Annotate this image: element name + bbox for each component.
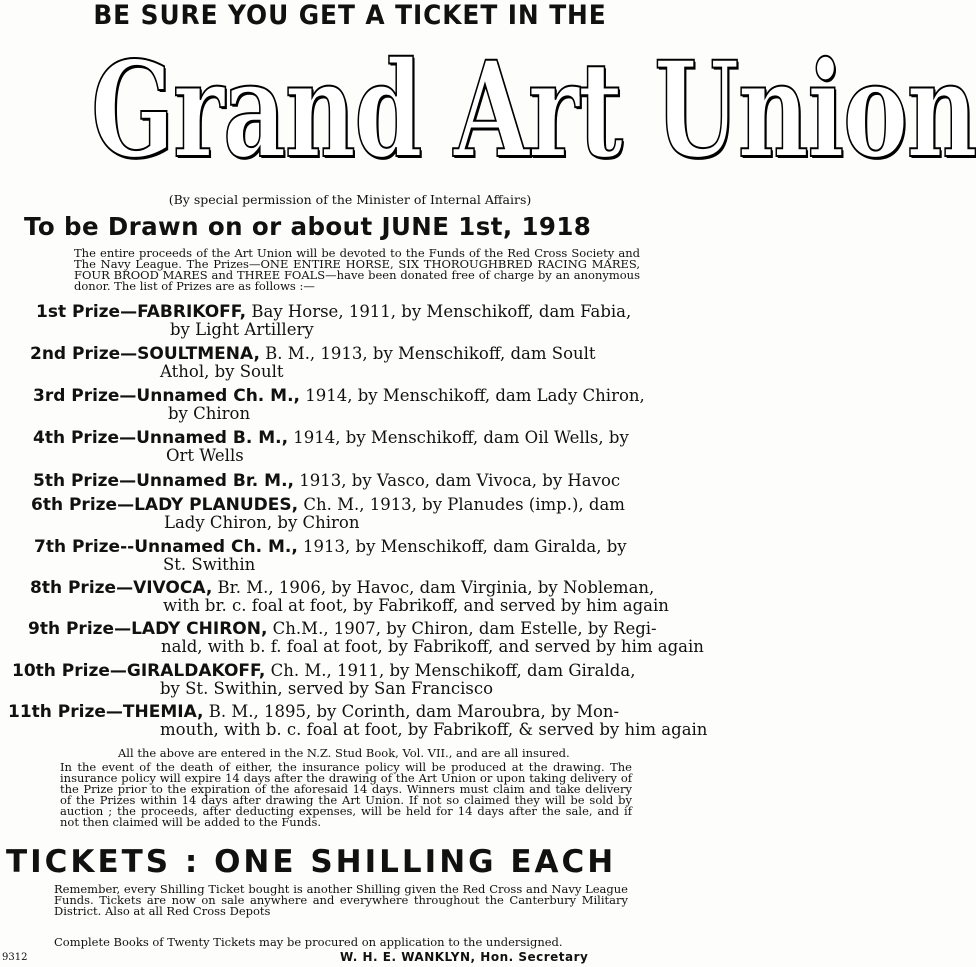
prize-first-line	[33, 429, 733, 447]
prize-first-line	[36, 303, 736, 321]
prize-entry	[36, 303, 736, 339]
prize-details: B. M., 1913, by Menschikoff, dam Soult	[259, 344, 596, 363]
prize-entry	[31, 496, 731, 532]
prize-first-line	[30, 345, 730, 363]
prize-details-continued: Ort Wells	[166, 446, 244, 465]
prize-entry	[30, 345, 730, 381]
print-number: 9312	[2, 952, 28, 963]
horse-name: Unnamed Ch. M.,	[136, 386, 301, 406]
prize-entry	[8, 703, 708, 739]
prize-rank: 5th Prize—	[33, 471, 137, 491]
prize-rank: 6th Prize—	[31, 495, 135, 515]
horse-name: GIRALDAKOFF,	[126, 661, 266, 681]
prize-first-line	[8, 703, 708, 721]
prize-first-line	[12, 662, 712, 680]
horse-name: LADY CHIRON,	[131, 619, 268, 639]
horse-name: Unnamed Br. M.,	[136, 471, 295, 491]
prize-details-continued: nald, with b. f. foal at foot, by Fabrikoff, and served by him again	[161, 637, 704, 656]
prize-entry	[33, 429, 733, 465]
horse-name: Unnamed Ch. M.,	[134, 537, 298, 557]
prize-entry	[12, 662, 712, 698]
prize-first-line	[33, 472, 733, 490]
permission-note: (By special permission of the Minister of Internal Affairs)	[168, 192, 532, 207]
prize-details: 1913, by Vasco, dam Vivoca, by Havoc	[294, 471, 621, 490]
prize-details-continued: St. Swithin	[163, 555, 256, 574]
secretary-signature: W. H. E. WANKLYN, Hon. Secretary	[340, 950, 589, 964]
prize-rank: 3rd Prize—	[33, 386, 137, 406]
prize-details: 1914, by Menschikoff, dam Lady Chiron,	[300, 386, 645, 405]
prize-entry	[28, 620, 728, 656]
horse-name: SOULTMENA,	[137, 344, 260, 364]
prize-details: Ch. M., 1911, by Menschikoff, dam Giralda,	[265, 661, 636, 680]
intro-paragraph: The entire proceeds of the Art Union will be devoted to the Funds of the Red Cross Society and The Navy League. The Prizes—ONE ENTIRE HORSE, SIX THOROUGHBRED RACING MARES, FOUR BROOD MARES and THREE FOALS—have been donated free of charge by an anonymous donor. The list of Prizes are as follows :—	[74, 246, 640, 293]
prize-entry	[34, 538, 734, 574]
horse-name: FABRIKOFF,	[137, 302, 247, 322]
insurance-paragraph: In the event of the death of either, the insurance policy will be produced at the drawing. The insurance policy will expire 14 days after the drawing of the Art Union or upon taking delivery of the Prize prior to the expiration of the aforesaid 14 days. Winners must claim and take delivery of the Prizes within 14 days after drawing the Art Union. If not so claimed they will be sold by auction ; the proceeds, after deducting expenses, will be held for 14 days after the sale, and if not then claimed will be added to the Funds.	[60, 760, 632, 829]
prize-details-continued: by Chiron	[168, 404, 251, 423]
stud-book-note: All the above are entered in the N.Z. Stud Book, Vol. VII., and are all insured.	[118, 746, 570, 760]
prize-details-continued: Lady Chiron, by Chiron	[164, 513, 360, 532]
prize-entry	[33, 387, 733, 423]
prize-rank: 7th Prize--	[34, 537, 135, 557]
prize-first-line	[33, 387, 733, 405]
prize-details: Ch. M., 1913, by Planudes (imp.), dam	[298, 495, 625, 514]
prize-rank: 4th Prize—	[33, 428, 137, 448]
prize-details: B. M., 1895, by Corinth, dam Maroubra, by Mon-	[203, 702, 620, 721]
prize-details: Br. M., 1906, by Havoc, dam Virginia, by Nobleman,	[212, 578, 655, 597]
prize-entry	[30, 579, 730, 615]
horse-name: Unnamed B. M.,	[136, 428, 289, 448]
ticket-price-heading: TICKETS : ONE SHILLING EACH	[6, 844, 617, 880]
prize-details: Bay Horse, 1911, by Menschikoff, dam Fabia,	[246, 302, 632, 321]
horse-name: THEMIA,	[122, 702, 204, 722]
draw-date-heading: To be Drawn on or about JUNE 1st, 1918	[24, 212, 592, 241]
prize-rank: 8th Prize—	[30, 578, 134, 598]
ticket-books-note: Complete Books of Twenty Tickets may be procured on application to the undersigned.	[54, 935, 563, 949]
prize-details: 1913, by Menschikoff, dam Giralda, by	[297, 537, 627, 556]
horse-name: LADY PLANUDES,	[134, 495, 299, 515]
prize-details-continued: by Light Artillery	[170, 320, 314, 339]
prize-rank: 11th Prize—	[8, 702, 123, 722]
prize-rank: 9th Prize—	[28, 619, 132, 639]
headline: BE SURE YOU GET A TICKET IN THE	[93, 0, 607, 31]
prize-first-line	[34, 538, 734, 556]
remember-paragraph: Remember, every Shilling Ticket bought is another Shilling given the Red Cross and Navy League Funds. Tickets are now on sale anywhere and everywhere throughout the Canterbury Military District. Also at all Red Cross Depots	[54, 882, 628, 918]
prize-details: Ch.M., 1907, by Chiron, dam Estelle, by Regi-	[267, 619, 657, 638]
poster-title: Grand Art Union	[91, 33, 976, 188]
prize-rank: 10th Prize—	[12, 661, 127, 681]
prize-first-line	[30, 579, 730, 597]
prize-details-continued: with br. c. foal at foot, by Fabrikoff, and served by him again	[163, 596, 669, 615]
prize-details: 1914, by Menschikoff, dam Oil Wells, by	[288, 428, 629, 447]
prize-first-line	[28, 620, 728, 638]
prize-details-continued: by St. Swithin, served by San Francisco	[160, 679, 494, 698]
prize-rank: 2nd Prize—	[30, 344, 138, 364]
prize-entry	[33, 472, 733, 490]
horse-name: VIVOCA,	[133, 578, 213, 598]
prize-rank: 1st Prize—	[36, 302, 138, 322]
prize-first-line	[31, 496, 731, 514]
prize-details-continued: Athol, by Soult	[160, 362, 284, 381]
prize-details-continued: mouth, with b. c. foal at foot, by Fabrikoff, & served by him again	[160, 720, 708, 739]
